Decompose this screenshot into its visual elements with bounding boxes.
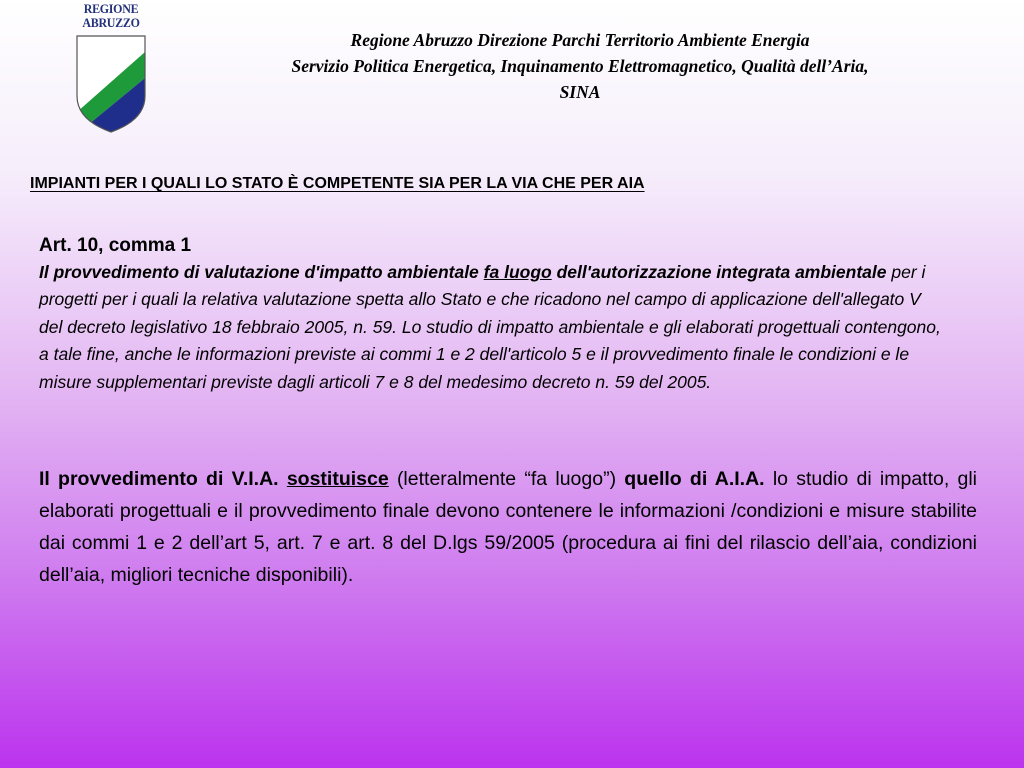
logo-wordmark	[77, 2, 145, 30]
page-title: IMPIANTI PER I QUALI LO STATO È COMPETENTE SIA PER LA VIA CHE PER AIA	[30, 175, 645, 192]
summary-bold-b: quello di A.I.A.	[624, 468, 765, 490]
region-logo	[74, 2, 148, 134]
summary-paragraph	[39, 463, 977, 591]
article-text: per i progetti per i quali la relativa valutazione spetta allo Stato e che ricadono nel campo di applicazione dell'allegato V del decreto legislativo 18 febbraio 2005, n. 59. Lo studio di impatto ambientale e gli elaborati progettuali contengono, a tale fine, anche le informazioni previste ai commi 1 e 2 dell'articolo 5 e il provvedimento finale le condizioni e le misure supplementari previste dagli articoli 7 e 8 del medesimo decreto n. 59 del 2005.	[39, 262, 941, 392]
article-bold-b: dell'autorizzazione integrata ambientale	[551, 262, 887, 282]
header-department	[190, 27, 970, 105]
article-heading: Art. 10, comma 1	[39, 235, 192, 256]
header-line-2: Servizio Politica Energetica, Inquinamento Elettromagnetico, Qualità dell’Aria,	[291, 56, 869, 76]
header-line-3: SINA	[559, 82, 601, 102]
summary-mid: (letteralmente “fa luogo”)	[396, 468, 617, 490]
summary-text: lo studio di impatto, gli elaborati progettuali e il provvedimento finale devono contenere le informazioni /condizioni e misure stabilite dai commi 1 e 2 dell’art 5, art. 7 e art. 8 del D.lgs 59/2005 (procedura ai fini del rilascio dell’aia, condizioni dell’aia, migliori tecniche disponibili).	[39, 468, 978, 586]
logo-line-2: ABRUZZO	[82, 15, 140, 30]
summary-bold-a: Il provvedimento di V.I.A.	[39, 468, 279, 490]
article-underline: fa luogo	[483, 262, 552, 282]
article-bold-a: Il provvedimento di valutazione d'impatto ambientale	[39, 262, 484, 282]
article-body	[39, 259, 949, 396]
article-block	[39, 233, 949, 396]
summary-underline: sostituisce	[286, 468, 389, 490]
shield-emblem-icon	[74, 34, 148, 134]
logo-line-1: REGIONE	[83, 1, 139, 16]
header-line-1: Regione Abruzzo Direzione Parchi Territorio Ambiente Energia	[350, 30, 810, 50]
